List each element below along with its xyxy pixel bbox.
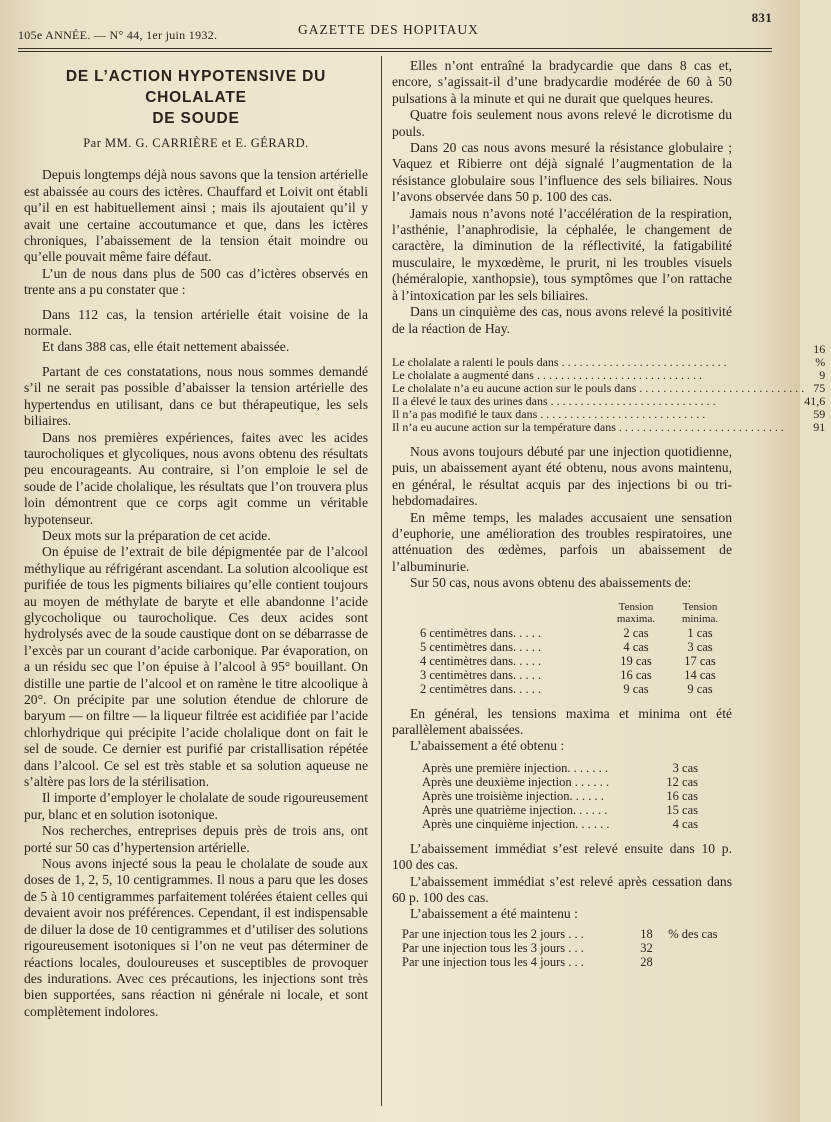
row-value: 32 bbox=[640, 940, 653, 955]
stat-label: Il n’a eu aucune action sur la température dans bbox=[392, 419, 616, 434]
table-row bbox=[392, 654, 732, 668]
stat-value: 75 bbox=[813, 380, 826, 395]
table-row bbox=[392, 343, 831, 369]
paragraph: En général, les tensions maxima et minima ont été parallèlement abaissées. bbox=[392, 705, 732, 737]
table-row bbox=[392, 761, 732, 775]
row-label: Après une troisième injection. . . . . . bbox=[422, 788, 604, 803]
maintenance-table bbox=[392, 927, 732, 969]
minima-cell: 17 cas bbox=[684, 653, 716, 668]
paragraph: Depuis longtemps déjà nous savons que la tension artérielle est abaissée au cours des ictères. Chauffard et Loivit ont établi qu’il en est habituellement ainsi ; mais ils ajoutaient qu’il y avait une certaine accoutumance et que, dans les ictères chroniques, l’abaissement de la tension était moindre ou qu’elle pouvait même faire défaut. bbox=[24, 167, 368, 265]
column-header-minima: Tension minima. bbox=[681, 600, 719, 625]
paragraph: Il importe d’employer le cholalate de soude rigoureusement pur, blanc et en solution isotonique. bbox=[24, 790, 368, 822]
paragraph: Jamais nous n’avons noté l’accélération de la respiration, l’asthénie, l’anaphrodisie, la céphalée, le changement de caractère, la diminution de la réflectivité, la fatigabilité musculaire, le myxœdème, le prurit, ni les troubles visuels (héméralopie, xanthopsie), tous symptômes que l’on rattache à l’intoxication par les sels biliaires. bbox=[392, 205, 732, 303]
stat-value: 59 bbox=[813, 406, 826, 421]
paragraph: L’un de nous dans plus de 500 cas d’ictères observés en trente ans a pu constater que : bbox=[24, 265, 368, 298]
article-byline: Par MM. G. CARRIÈRE et E. GÉRARD. bbox=[83, 136, 309, 150]
table-row bbox=[392, 775, 732, 789]
article-title bbox=[24, 66, 368, 129]
table-row bbox=[392, 955, 732, 969]
row-label: Après une deuxième injection . . . . . . bbox=[422, 774, 610, 789]
stat-value: 91 bbox=[813, 419, 826, 434]
paragraph: Dans un cinquième des cas, nous avons relevé la positivité de la réaction de Hay. bbox=[392, 304, 732, 336]
row-value: 3 cas bbox=[672, 760, 698, 775]
right-column bbox=[392, 58, 826, 969]
row-label: Par une injection tous les 3 jours . . . bbox=[402, 940, 584, 955]
stat-label: Il a élevé le taux des urines dans bbox=[392, 393, 548, 408]
column-divider bbox=[381, 56, 382, 1106]
row-label: 6 centimètres dans. . . . . bbox=[420, 625, 542, 640]
journal-title: GAZETTE DES HOPITAUX bbox=[298, 22, 479, 37]
table-row bbox=[392, 640, 732, 654]
minima-cell: 3 cas bbox=[687, 639, 713, 654]
table-row bbox=[392, 789, 732, 803]
paragraph: En même temps, les malades accusaient une sensation d’euphorie, une amélioration des troubles respiratoires, une atténuation des œdèmes, parfois un abaissement de l’albuminurie. bbox=[392, 509, 732, 574]
row-value: 18 bbox=[640, 926, 653, 941]
table-row bbox=[392, 668, 732, 682]
stat-label: Le cholalate n’a eu aucune action sur le pouls dans bbox=[392, 380, 637, 395]
minima-cell: 9 cas bbox=[687, 681, 713, 696]
injection-table bbox=[392, 761, 732, 831]
header-rule bbox=[18, 48, 772, 52]
row-value: 4 cas bbox=[672, 816, 698, 831]
row-value: 15 cas bbox=[666, 802, 698, 817]
table-row bbox=[392, 817, 732, 831]
paragraph: Nous avons injecté sous la peau le cholalate de soude aux doses de 1, 2, 5, 10 centigrammes. Il nous a paru que les doses de 5 à 10 centigrammes parfaitement tolérées étaient celles qui devaient avoir nos préférences. Cependant, il est indispensable de diluer la dose de 10 centigrammes et d’utiliser des solutions rigoureusement isotoniques si l’on ne veut pas déterminer de réactions locales, douloureuses et susceptibles de provoquer des indurations. Avec ces précautions, les injections sont très bien supportées, sans réaction ni générale ni locale, et sont complètement indolores. bbox=[24, 856, 368, 1019]
paragraph: Elles n’ont entraîné la bradycardie que dans 8 cas et, encore, s’agissait-il d’une bradycardie modérée de 60 à 50 pulsations à la minute et qui ne durait que quelques heures. bbox=[392, 58, 732, 106]
row-unit: % des cas bbox=[668, 926, 718, 941]
row-label: Après une cinquième injection. . . . . . bbox=[422, 816, 610, 831]
table-row bbox=[392, 941, 732, 955]
minima-cell: 14 cas bbox=[684, 667, 716, 682]
column-header-maxima: Tension maxima. bbox=[616, 600, 656, 625]
paragraph: Quatre fois seulement nous avons relevé le dicrotisme du pouls. bbox=[392, 107, 732, 139]
stat-value: 9 bbox=[819, 367, 826, 382]
row-label: 3 centimètres dans. . . . . bbox=[420, 667, 542, 682]
row-label: 2 centimètres dans. . . . . bbox=[420, 681, 542, 696]
row-label: Après une quatrième injection. . . . . . bbox=[422, 802, 608, 817]
row-label: Par une injection tous les 2 jours . . . bbox=[402, 926, 584, 941]
article-title-line2: DE SOUDE bbox=[152, 110, 240, 127]
paragraph: Sur 50 cas, nous avons obtenu des abaissements de: bbox=[410, 575, 692, 591]
table-row bbox=[392, 626, 732, 640]
left-column bbox=[24, 58, 368, 1020]
row-unit bbox=[668, 941, 732, 955]
minima-cell: 1 cas bbox=[687, 625, 713, 640]
paragraph: L’abaissement a été obtenu : bbox=[410, 738, 565, 754]
stats-table bbox=[392, 343, 831, 434]
row-value: 12 cas bbox=[666, 774, 698, 789]
maxima-cell: 9 cas bbox=[623, 681, 649, 696]
paragraph: L’abaissement immédiat s’est relevé ensuite dans 10 p. 100 des cas. bbox=[392, 840, 732, 873]
table-row bbox=[392, 803, 732, 817]
paragraph: Deux mots sur la préparation de cet acide. bbox=[42, 527, 271, 543]
table-row bbox=[392, 927, 732, 941]
paragraph: Nous avons toujours débuté par une injection quotidienne, puis, un abaissement ayant été obtenu, nous avons maintenu, en général, le résultat acquis par des injections bi ou tri-hebdomadaires. bbox=[392, 443, 732, 509]
maxima-cell: 2 cas bbox=[623, 625, 649, 640]
paragraph: Et dans 388 cas, elle était nettement abaissée. bbox=[42, 339, 290, 355]
row-value: 28 bbox=[640, 954, 653, 969]
paragraph: Dans 112 cas, la tension artérielle était voisine de la normale. bbox=[24, 306, 368, 339]
stat-value: 41,6 bbox=[804, 393, 826, 408]
paragraph: Dans nos premières expériences, faites avec les acides taurocholiques et glycoliques, nous avons obtenu des résultats peu encourageants. Au contraire, si l’on emploie le sel de soude de l’acide cholalique, les résultats que l’on trouvera plus loin démontrent que ce corps agit comme un véritable hypotenseur. bbox=[24, 429, 368, 527]
row-value: 16 cas bbox=[666, 788, 698, 803]
row-unit bbox=[668, 955, 732, 969]
paragraph: Nos recherches, entreprises depuis près de trois ans, ont porté sur 50 cas d’hypertension artérielle. bbox=[24, 823, 368, 855]
stat-label: Le cholalate a ralenti le pouls dans bbox=[392, 354, 559, 369]
table-header-row bbox=[392, 600, 732, 626]
paragraph: L’abaissement a été maintenu : bbox=[410, 906, 578, 922]
row-label: 5 centimètres dans. . . . . bbox=[420, 639, 542, 654]
maxima-cell: 4 cas bbox=[623, 639, 649, 654]
paragraph: Partant de ces constatations, nous nous sommes demandé s’il ne serait pas possible d’abaisser la tension artérielle des hypertendus en utilisant, dans ce but thérapeutique, les sels biliaires. bbox=[24, 363, 368, 429]
stat-value: 16 % bbox=[813, 341, 826, 369]
row-label: Après une première injection. . . . . . . bbox=[422, 760, 609, 775]
paragraph: L’abaissement immédiat s’est relevé après cessation dans 60 p. 100 des cas. bbox=[392, 873, 732, 905]
maxima-cell: 16 cas bbox=[620, 667, 652, 682]
tension-table bbox=[392, 600, 732, 696]
row-label: 4 centimètres dans. . . . . bbox=[420, 653, 542, 668]
table-row bbox=[392, 421, 831, 434]
page-number: 831 bbox=[751, 10, 772, 25]
paragraph: On épuise de l’extrait de bile dépigmentée par de l’alcool méthylique au réfrigérant ascendant. La solution alcoolique est purifiée de tous les pigments biliaires qu’elle contient toujours au moyen de méthylate de baryte et elle abandonne l’acide glycocholique ou taurocholique. Ces deux acides sont hydrolysés avec de la soude caustique dont on se débarrasse de l’excès par un courant d’acide carbonique. Par évaporation, on a un résidu sec que l’on épuise à l’alcool à 95° bouillant. On distille une partie de l’alcool et on ramène le titre alcoolique à 20°. On précipite par une solution étendue de chlorure de baryum — on filtre — la liqueur filtrée est acidifiée par l’acide chlorhydrique qui précipite l’acide cholalique dont on fait le sel de soude. Ce dernier est purifié par cristallisation répétée dans l’alcool. Ce sel est très stable et sa solution aqueuse ne s’altère pas lors de la stérilisation. bbox=[24, 544, 368, 790]
stat-label: Le cholalate a augmenté dans bbox=[392, 367, 534, 382]
maxima-cell: 19 cas bbox=[620, 653, 652, 668]
stat-label: Il n’a pas modifié le taux dans bbox=[392, 406, 538, 421]
issue-info: 105e ANNÉE. — N° 44, 1er juin 1932. bbox=[18, 28, 218, 42]
paragraph: Dans 20 cas nous avons mesuré la résistance globulaire ; Vaquez et Ribierre ont déjà signalé l’augmentation de la résistance globulaire sous l’influence des sels biliaires. Nous l’avons observée dans 50 p. 100 des cas. bbox=[392, 140, 732, 205]
running-head bbox=[18, 10, 772, 44]
article-title-line1: DE L’ACTION HYPOTENSIVE DU CHOLALATE bbox=[65, 68, 327, 106]
row-label: Par une injection tous les 4 jours . . . bbox=[402, 954, 584, 969]
table-row bbox=[392, 682, 732, 696]
